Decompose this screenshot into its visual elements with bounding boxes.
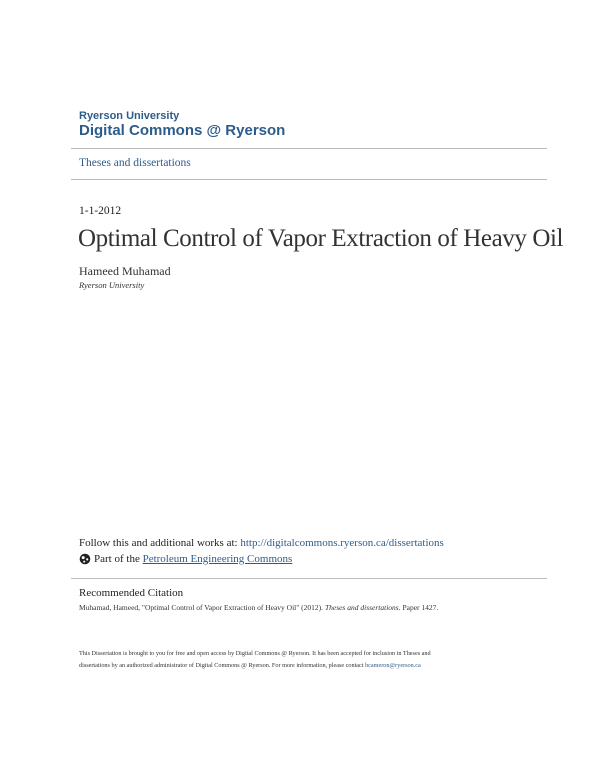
author-affiliation: Ryerson University: [79, 280, 145, 290]
publication-date: 1-1-2012: [79, 205, 122, 217]
repository-name[interactable]: Digital Commons @ Ryerson: [79, 122, 286, 139]
recommended-citation-heading: Recommended Citation: [79, 587, 184, 599]
disclaimer-text: [79, 648, 499, 672]
dissertations-url-link[interactable]: http://digitalcommons.ryerson.ca/dissertations: [240, 537, 444, 549]
network-icon: [79, 553, 91, 565]
contact-email-link[interactable]: bcameron@ryerson.ca: [365, 662, 421, 669]
follow-text: Follow this and additional works at:: [79, 537, 241, 549]
citation-main: Muhamad, Hameed, "Optimal Control of Vapor Extraction of Heavy Oil" (2012).: [79, 603, 325, 612]
disclaimer-line-2: dissertations by an authorized administrator of Digital Commons @ Ryerson. For more information, please contact: [79, 662, 366, 669]
author-name: Hameed Muhamad: [79, 264, 171, 278]
disclaimer-line-1: This Dissertation is brought to you for free and open access by Digital Commons @ Ryerson. It has been accepted for inclusion in Theses and: [79, 650, 431, 657]
citation-paper: Paper 1427.: [400, 603, 439, 612]
series-link[interactable]: Theses and dissertations: [79, 157, 191, 169]
citation-divider: [71, 578, 547, 579]
part-of-line: [79, 553, 292, 565]
recommended-citation-text: [79, 603, 438, 612]
document-title: Optimal Control of Vapor Extraction of Heavy Oil: [78, 225, 564, 252]
institution-name[interactable]: Ryerson University: [79, 110, 180, 122]
part-of-prefix: Part of the: [94, 553, 140, 565]
series-divider: [71, 179, 547, 180]
petroleum-engineering-commons-link[interactable]: Petroleum Engineering Commons: [142, 553, 293, 565]
follow-line: [79, 537, 444, 549]
citation-series: Theses and dissertations.: [324, 603, 401, 612]
header-divider: [71, 148, 547, 149]
